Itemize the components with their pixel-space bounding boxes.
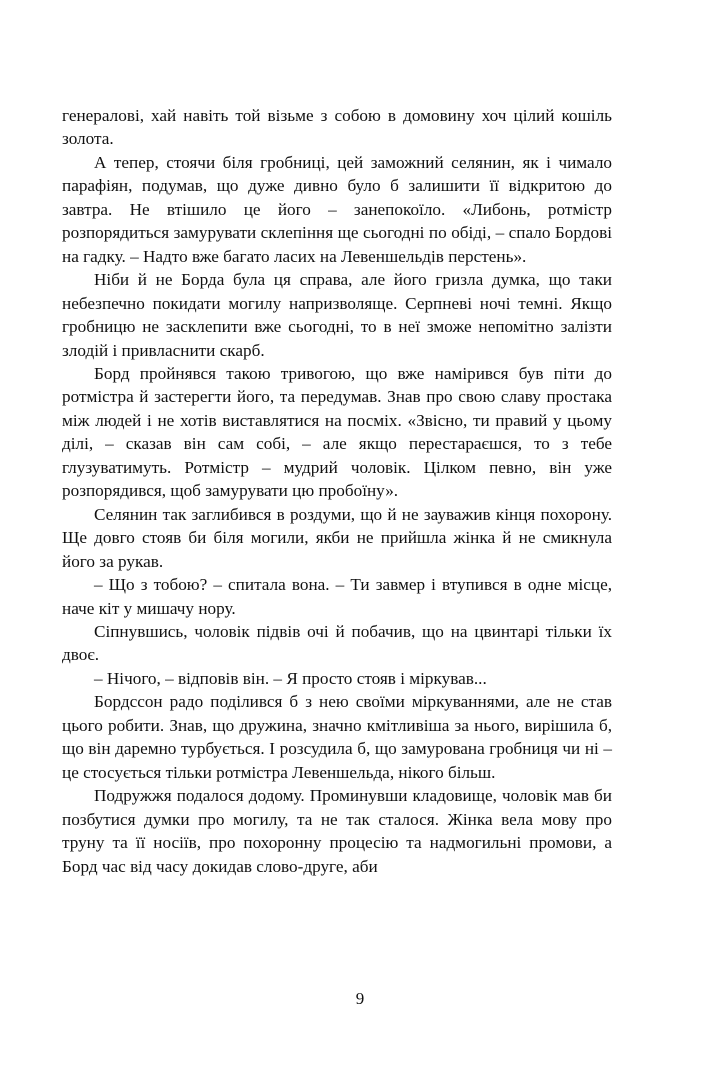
body-text bbox=[62, 104, 612, 878]
paragraph-6: – Що з тобою? – спитала вона. – Ти завмер і втупився в одне місце, наче кіт у мишачу нору. bbox=[62, 575, 612, 618]
paragraph-1: генералові, хай навіть той візьме з собою в домовину хоч цілий кошіль золота. bbox=[62, 106, 612, 149]
paragraph-3: Ніби й не Борда була ця справа, але його гризла думка, що таки небезпечно покидати могилу напризволяще. Серпневі ночі темні. Якщо гробницю не засклепити вже сьогодні, то в неї зможе непомітно залізти злодій і привласнити скарб. bbox=[62, 270, 612, 360]
paragraph-8: – Нічого, – відповів він. – Я просто стояв і міркував... bbox=[94, 668, 487, 688]
paragraph-9: Бордссон радо поділився б з нею своїми міркуваннями, але не став цього робити. Знав, що дружина, значно кмітливіша за нього, вирішила б, що він даремно турбується. І розсудила б, що замурована гробниця чи ні – це стосується тільки ротмістра Левеншельда, нікого більш. bbox=[62, 692, 612, 782]
paragraph-7: Сіпнувшись, чоловік підвів очі й побачив, що на цвинтарі тільки їх двоє. bbox=[62, 621, 612, 665]
paragraph-5: Селянин так заглибився в роздуми, що й не зауважив кінця похорону. Ще довго стояв би біля могили, якби не прийшла жінка й не смикнула його за рукав. bbox=[62, 504, 612, 571]
paragraph-2: А тепер, стоячи біля гробниці, цей заможний селянин, як і чимало парафіян, подумав, що дуже дивно було б залишити її відкритою до завтра. Не втішило це його – занепокоїло. «Либонь, ротмістр розпорядиться замурувати склепіння ще сьогодні по обіді, – спало Бордові на гадку. – Надто вже багато ласих на Левеншельдів перстень». bbox=[62, 152, 612, 266]
paragraph-10: Подружжя подалося додому. Проминувши кладовище, чоловік мав би позбутися думки про могилу, та не так сталося. Жінка вела мову про труну та її носіїв, про похоронну процесію та надмогильні промови, а Борд час від часу докидав слово-друге, аби bbox=[62, 786, 612, 876]
paragraph-4: Борд пройнявся такою тривогою, що вже намірився був піти до ротмістра й застерегти його, та передумав. Знав про свою славу простака між людей і не хотів виставлятися на посміх. «Звісно, ти правий у цьому ділі, – сказав він сам собі, – але якщо перестараєшся, то з тебе глузуватимуть. Ротмістр – мудрий чоловік. Цілком певно, він уже розпорядився, щоб замурувати цю пробоїну». bbox=[62, 363, 612, 501]
page-number: 9 bbox=[355, 989, 365, 1008]
